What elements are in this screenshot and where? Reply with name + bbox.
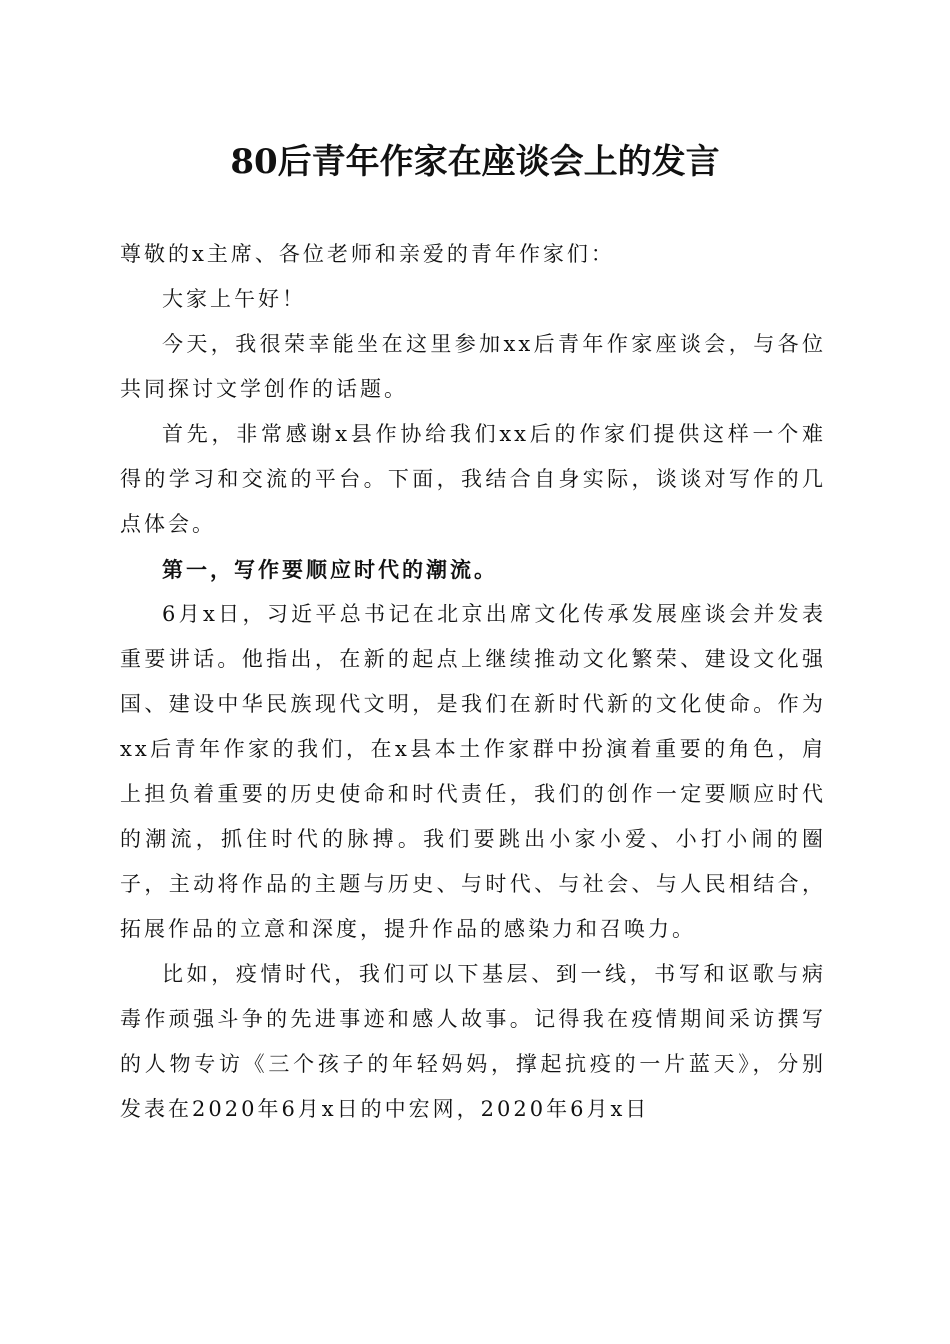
paragraph-thanks: 首先，非常感谢x县作协给我们xx后的作家们提供这样一个难得的学习和交流的平台。下面，我结合自身实际，谈谈对写作的几点体会。	[120, 422, 826, 536]
section-paragraph-1: 6月x日，习近平总书记在北京出席文化传承发展座谈会并发表重要讲话。他指出，在新的起点上继续推动文化繁荣、建设文化强国、建设中华民族现代文明，是我们在新时代新的文化使命。作为xx后青年作家的我们，在x县本土作家群中扮演着重要的角色，肩上担负着重要的历史使命和时代责任，我们的创作一定要顺应时代的潮流，抓住时代的脉搏。我们要跳出小家小爱、小打小闹的圈子，主动将作品的主题与历史、与时代、与社会、与人民相结合，拓展作品的立意和深度，提升作品的感染力和召唤力。	[120, 602, 826, 941]
paragraph-intro: 今天，我很荣幸能坐在这里参加xx后青年作家座谈会，与各位共同探讨文学创作的话题。	[120, 332, 826, 401]
section-heading: 第一，写作要顺应时代的潮流。	[162, 557, 498, 582]
greeting: 大家上午好！	[162, 287, 306, 311]
section-paragraph-2: 比如，疫情时代，我们可以下基层、到一线，书写和讴歌与病毒作顽强斗争的先进事迹和感人故事。记得我在疫情期间采访撰写的人物专访《三个孩子的年轻妈妈，撑起抗疫的一片蓝天》，分别发表在2020年6月x日的中宏网，2020年6月x日	[120, 962, 826, 1121]
document-body	[120, 232, 826, 1132]
document-title: 80后青年作家在座谈会上的发言	[230, 142, 720, 182]
salutation: 尊敬的x主席、各位老师和亲爱的青年作家们：	[120, 242, 615, 266]
